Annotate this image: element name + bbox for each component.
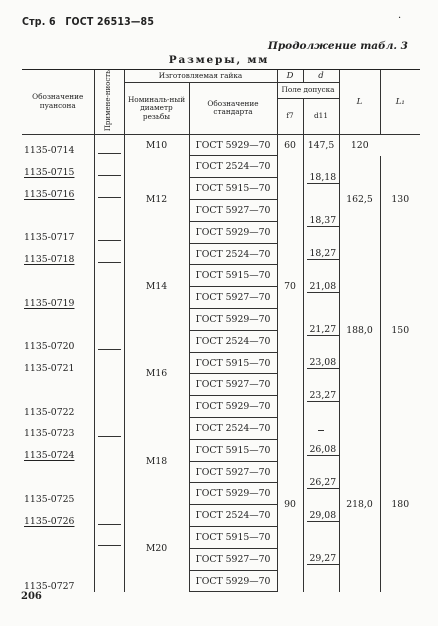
application-rule — [98, 545, 121, 546]
table-body — [22, 134, 420, 592]
thread-cell: M20 — [124, 505, 189, 592]
d-cell — [303, 156, 339, 200]
d-value: 26,08 — [307, 444, 340, 456]
application-rule — [98, 436, 121, 437]
L-header: L — [339, 70, 380, 135]
standard-cell: ГОСТ 5927—70 — [189, 461, 277, 483]
D-cell: 70 — [277, 156, 303, 418]
L1-cell: 150 — [380, 243, 420, 417]
standard-cell: ГОСТ 5927—70 — [189, 548, 277, 570]
d-cell — [303, 505, 339, 527]
application-rule — [98, 349, 121, 350]
application-rule — [98, 524, 121, 525]
table-row — [22, 156, 420, 178]
application-cell — [94, 483, 124, 505]
d-value: 18,18 — [307, 172, 340, 184]
d-value: 23,27 — [307, 390, 340, 402]
standard-cell: ГОСТ 2524—70 — [189, 156, 277, 178]
D-header: D — [277, 70, 303, 83]
standard-cell: ГОСТ 5915—70 — [189, 265, 277, 287]
standard-cell: ГОСТ 2524—70 — [189, 330, 277, 352]
designation-cell: 1135-0716 — [24, 188, 75, 200]
d-value — [318, 430, 324, 431]
standard-cell: ГОСТ 2524—70 — [189, 243, 277, 265]
designation-cell: 1135-0722 — [24, 406, 75, 418]
designation-cell: 1135-0714 — [24, 144, 75, 156]
thread-cell: M12 — [124, 156, 189, 243]
application-cell — [94, 134, 124, 156]
d-value: 29,08 — [307, 510, 340, 522]
application-cell — [94, 265, 124, 287]
d-cell — [303, 527, 339, 592]
designation-cell: 1135-0717 — [24, 232, 75, 244]
application-cell — [94, 309, 124, 331]
L1-cell: 130 — [380, 156, 420, 243]
print-dot: · — [398, 13, 402, 24]
standard-cell: ГОСТ 5929—70 — [189, 570, 277, 592]
thread-cell: M16 — [124, 330, 189, 417]
application-rule — [98, 262, 121, 263]
application-cell — [94, 439, 124, 461]
continuation-note: Продолжение табл. 3 — [267, 40, 408, 52]
L-cell: 218,0 — [339, 418, 380, 592]
application-rule — [98, 240, 121, 241]
d-value: 21,27 — [307, 324, 340, 336]
application-cell — [94, 221, 124, 243]
standard-cell: ГОСТ 5915—70 — [189, 527, 277, 549]
page-header — [22, 16, 160, 28]
d-cell — [303, 461, 339, 505]
designation-cell: 1135-0721 — [24, 362, 75, 374]
standard-cell: ГОСТ 2524—70 — [189, 505, 277, 527]
d-tolerance: d11 — [303, 98, 339, 134]
table-row — [22, 418, 420, 440]
d-value: 18,37 — [307, 215, 340, 227]
d-value: 29,27 — [307, 553, 340, 565]
application-cell — [94, 330, 124, 352]
d-cell — [303, 265, 339, 309]
standard-cell: ГОСТ 5915—70 — [189, 352, 277, 374]
standard-cell: ГОСТ 5927—70 — [189, 287, 277, 309]
designation-cell: 1135-0724 — [24, 450, 75, 462]
d-cell — [303, 243, 339, 265]
standard-cell: ГОСТ 5927—70 — [189, 374, 277, 396]
application-rule — [98, 153, 121, 154]
table-row — [22, 134, 420, 156]
application-cell — [94, 200, 124, 222]
d-cell — [303, 309, 339, 353]
thread-cell: M14 — [124, 243, 189, 330]
application-rule — [98, 175, 121, 176]
standard-cell: ГОСТ 2524—70 — [189, 418, 277, 440]
standard-cell: ГОСТ 5929—70 — [189, 309, 277, 331]
D-tolerance: f7 — [277, 98, 303, 134]
standard-cell: ГОСТ 5929—70 — [189, 221, 277, 243]
standard-cell: ГОСТ 5915—70 — [189, 439, 277, 461]
application-cell — [94, 461, 124, 483]
designation-cell: 1135-0718 — [24, 253, 75, 265]
designation-cell: 1135-0727 — [24, 580, 75, 592]
d-value: 21,08 — [307, 281, 340, 293]
standard-designation: ГОСТ 26513—85 — [65, 16, 155, 28]
tolerance-field-header: Поле допуска — [277, 83, 339, 99]
standard-header: Обозначение стандарта — [189, 83, 277, 135]
designation-cell: 1135-0715 — [24, 166, 75, 178]
L-cell: 188,0 — [339, 243, 380, 417]
d-value: 26,27 — [307, 477, 340, 489]
nut-group-header: Изготовляемая гайка — [124, 70, 277, 83]
designation-cell: 1135-0726 — [24, 515, 75, 527]
designation-header: Обозначение пуансона — [22, 70, 94, 135]
application-header: Примене-ниость — [94, 70, 124, 135]
application-cell — [94, 352, 124, 374]
d-value: 23,08 — [307, 357, 340, 369]
application-rule — [98, 197, 121, 198]
table-title: Размеры, мм — [168, 54, 270, 66]
d-cell — [303, 418, 339, 440]
L1-header: L₁ — [380, 70, 420, 135]
dimensions-table-wrapper — [22, 69, 420, 592]
application-cell — [94, 287, 124, 309]
thread-cell: M18 — [124, 418, 189, 505]
standard-cell: ГОСТ 5929—70 — [189, 396, 277, 418]
standard-cell: ГОСТ 5929—70 — [189, 134, 277, 156]
L1-cell: 180 — [380, 418, 420, 592]
application-cell — [94, 178, 124, 200]
d-cell — [303, 374, 339, 418]
standard-cell: ГОСТ 5915—70 — [189, 178, 277, 200]
application-cell — [94, 548, 124, 570]
application-cell — [94, 243, 124, 265]
table-row — [22, 243, 420, 265]
application-cell — [94, 505, 124, 527]
designation-cell: 1135-0723 — [24, 428, 75, 440]
standard-cell: ГОСТ 5929—70 — [189, 483, 277, 505]
thread-cell: M10 — [124, 134, 189, 156]
d-cell — [303, 200, 339, 244]
application-cell — [94, 570, 124, 592]
page-number: 206 — [21, 591, 42, 602]
standard-cell: ГОСТ 5927—70 — [189, 200, 277, 222]
designation-cell: 1135-0719 — [24, 297, 75, 309]
designation-cell: 1135-0720 — [24, 341, 75, 353]
d-cell — [303, 352, 339, 374]
D-cell: 90 — [277, 418, 303, 592]
application-cell — [94, 527, 124, 549]
d-header: d — [303, 70, 339, 83]
thread-header: Номиналь-ный диаметр резьбы — [124, 83, 189, 135]
D-cell: 60 — [277, 134, 303, 156]
L-cell: 147,5 — [303, 134, 339, 156]
dimensions-table — [22, 69, 420, 592]
application-cell — [94, 418, 124, 440]
designation-cell: 1135-0725 — [24, 493, 75, 505]
page-label: Стр. 6 — [22, 16, 56, 28]
application-cell — [94, 156, 124, 178]
d-value: 18,27 — [307, 248, 340, 260]
application-cell — [94, 396, 124, 418]
d-cell — [303, 439, 339, 461]
application-cell — [94, 374, 124, 396]
L-cell: 162,5 — [339, 156, 380, 243]
L1-cell: 120 — [339, 134, 380, 156]
